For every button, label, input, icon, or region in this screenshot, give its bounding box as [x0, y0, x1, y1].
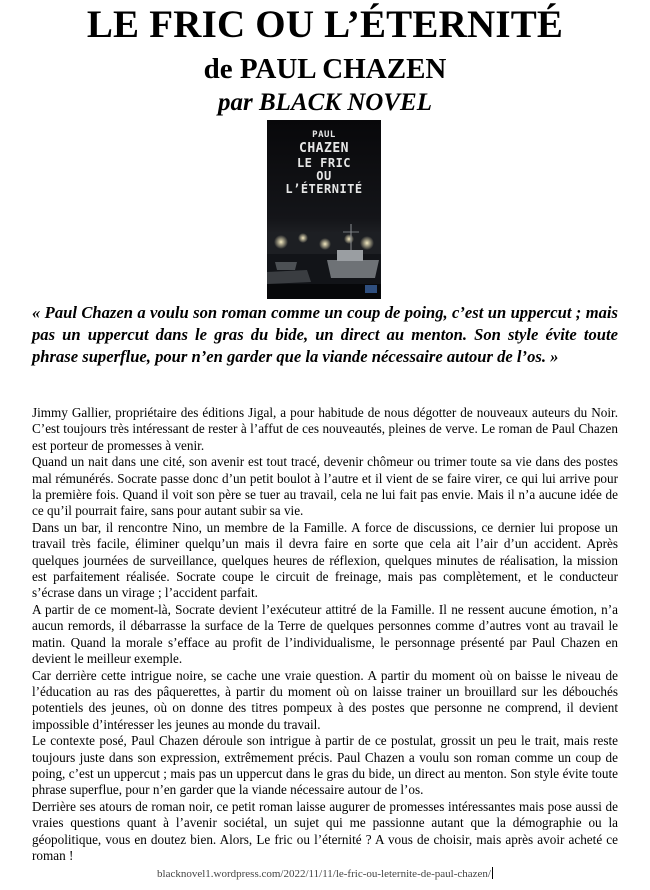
paragraph: Quand un nait dans une cité, son avenir est tout tracé, devenir chômeur ou trimer toute sa vie dans des postes mal rémunérés. Socrate passe donc d’un petit boulot à l’autre et il vient de se faire virer, ce qui lui arrive pour la première fois. Quand il voit son père se tuer au travail, cela ne lui fait pas envie. Mais il n’a aucune idée de ce qu’il pourrait faire, sans pour autant subir sa vie. — [32, 454, 618, 519]
footer — [0, 867, 650, 881]
source-url[interactable]: blacknovel1.wordpress.com/2022/11/11/le-fric-ou-leternite-de-paul-chazen/ — [157, 868, 491, 880]
cover-title-line: L’ÉTERNITÉ — [285, 182, 363, 196]
page-title: LE FRIC OU L’ÉTERNITÉ — [86, 3, 564, 46]
cover-title-line: LE FRIC — [296, 156, 352, 170]
article-body — [32, 405, 618, 864]
cover-author-first: PAUL — [312, 130, 336, 140]
text-cursor — [492, 867, 493, 879]
paragraph: A partir de ce moment-là, Socrate devient l’exécuteur attitré de la Famille. Il ne ressent aucune émotion, n’a aucun remords, il débarrasse la surface de la Terre de quelques personnes comme d’autres vont au travail le matin. Quand la morale s’efface au profit de l’individualisme, le personnage présenté par Paul Chazen en devient le meilleur exemple. — [32, 601, 618, 667]
paragraph: Le contexte posé, Paul Chazen déroule son intrigue à partir de ce postulat, grossit un peu le trait, mais reste toujours juste dans son expression, extrêmement précis. Paul Chazen a voulu son roman comme un coup de poing, c’est un uppercut ; mais pas un uppercut dans le gras du bide, un direct au menton. Son style évite toute phrase superflue, pour n’en garder que la viande nécessaire autour de l’os. — [32, 733, 618, 798]
cover-title-line: OU — [316, 169, 332, 183]
cover-text — [267, 130, 381, 196]
paragraph: Derrière ses atours de roman noir, ce petit roman laisse augurer de promesses intéressantes mais pose aussi de vraies questions quant à l’avenir sociétal, un sujet qui me passionne autant que la démographie ou la géopolitique, vous en doutez bien. Alors, Le fric ou l’éternité ? A vous de choisir, mais après avoir acheté ce roman ! — [32, 798, 618, 863]
paragraph: Car derrière cette intrigue noire, se cache une vraie question. A partir du moment où on baisse le niveau de l’éducation au ras des pâquerettes, à partir du moment où on laisse trainer un brouillard sur les débouchés potentiels des jeunes, où on donne des titres pompeux à des postes que personne ne comprend, il devient impossible d’intéresser les jeunes au monde du travail. — [32, 667, 618, 732]
cover-author-last: CHAZEN — [299, 141, 349, 156]
byline: par BLACK NOVEL — [218, 89, 432, 116]
pull-quote: « Paul Chazen a voulu son roman comme un coup de poing, c’est un uppercut ; mais pas un uppercut dans le gras du bide, un direct au menton. Son style évite toute phrase superflue, pour n’en garder que la viande nécessaire autour de l’os. » — [32, 303, 618, 366]
book-cover-image — [267, 120, 381, 299]
paragraph: Jimmy Gallier, propriétaire des éditions Jigal, a pour habitude de nous dégotter de nouveaux auteurs du Noir. C’est toujours très intéressant de rester à l’affut de ces nouveautés, pleines de verve. Le roman de Paul Chazen est porteur de promesses à venir. — [32, 405, 618, 453]
page-subtitle: de PAUL CHAZEN — [203, 53, 447, 85]
paragraph: Dans un bar, il rencontre Nino, un membre de la Famille. A force de discussions, ce dernier lui propose un travail très facile, éliminer quelqu’un mais il devra faire en sorte que cela ait l’air d’un accident. Après quelques journées de surveillance, quelques heures de réflexion, quelques minutes de réalisation, la mission est parfaitement réalisée. Socrate coupe le circuit de freinage, mais pas complètement, et le conducteur s’écrase dans un virage ; l’accident parfait. — [32, 519, 618, 601]
